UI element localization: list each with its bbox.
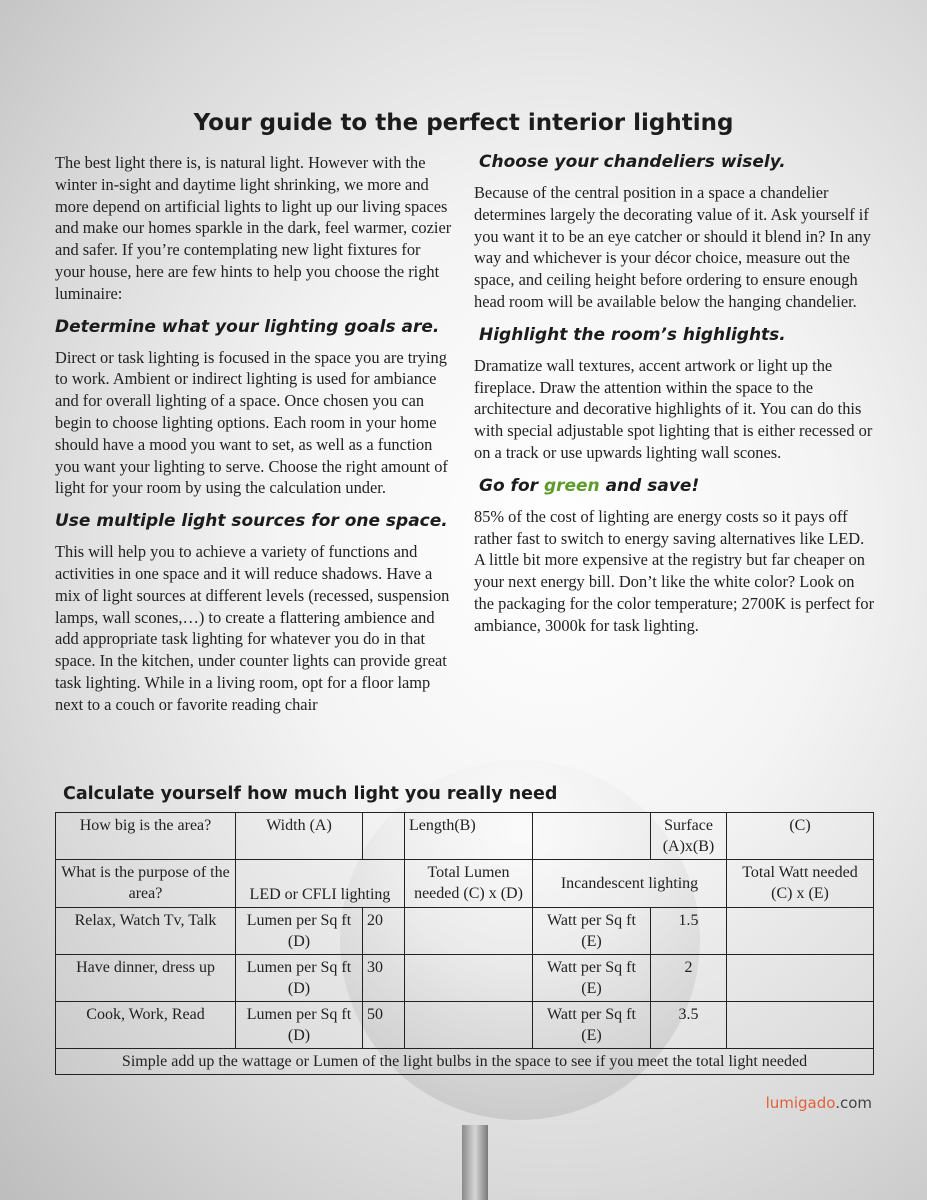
green-heading: [474, 476, 876, 496]
surface-cell: Surface (A)x(B): [651, 813, 727, 860]
watt-value-cell: 2: [651, 955, 727, 1002]
brand-logo: [766, 1094, 872, 1112]
led-cell: LED or CFLI lighting: [236, 860, 405, 908]
brand-name: lumigado: [765, 1094, 836, 1112]
c-cell: (C): [727, 813, 874, 860]
intro-paragraph: The best light there is, is natural light. However with the winter in-sight and daytime light shrinking, we more and more depend on artificial lights to light up our living spaces and make our homes sparkle in the dark, feel warmer, cozier and safer. If you’re contemplating new light fixtures for your house, here are few hints to help you choose the right luminaire:: [55, 153, 452, 303]
watt-total-cell: [727, 908, 874, 955]
watt-value-cell: 3.5: [651, 1002, 727, 1049]
green-paragraph: 85% of the cost of lighting are energy costs so it pays off rather fast to switch to energy saving alternatives like LED. A little bit more expensive at the registry but far cheaper on your next energy bill. Don’t like the white color? Look on the packaging for the color temperature; 2700K is perfect for ambiance, 3000k for task lighting.: [474, 506, 875, 635]
purpose-cell: What is the purpose of the area?: [56, 860, 236, 908]
incandescent-cell: Incandescent lighting: [533, 860, 727, 908]
lighting-calculation-table: [55, 812, 874, 1075]
table-footer-row: [56, 1049, 874, 1075]
table-row-purpose: [56, 860, 874, 908]
multiple-heading: Use multiple light sources for one space.: [55, 511, 448, 532]
watt-total-cell: [727, 1002, 874, 1049]
table-row: [56, 1002, 874, 1049]
lumen-label-cell: Lumen per Sq ft (D): [236, 955, 363, 1002]
total-watt-cell: Total Watt needed (C) x (E): [727, 860, 874, 908]
left-column: [55, 152, 453, 728]
table-footer-note: Simple add up the wattage or Lumen of the light bulbs in the space to see if you meet the total light needed: [56, 1049, 874, 1075]
watt-total-cell: [727, 955, 874, 1002]
watt-label-cell: Watt per Sq ft (E): [533, 955, 651, 1002]
lumen-value-cell: 50: [363, 1002, 405, 1049]
brand-tld: .com: [835, 1094, 872, 1112]
table-row-area: [56, 813, 874, 860]
highlights-heading: Highlight the room’s highlights.: [479, 324, 786, 345]
length-cell: Length(B): [405, 813, 533, 860]
lumen-total-cell: [405, 955, 533, 1002]
right-column: [474, 152, 876, 649]
watt-label-cell: Watt per Sq ft (E): [533, 908, 651, 955]
table-row: [56, 955, 874, 1002]
purpose-dinner-cell: Have dinner, dress up: [56, 955, 236, 1002]
chandeliers-heading: Choose your chandeliers wisely.: [479, 152, 786, 172]
lumen-label-cell: Lumen per Sq ft (D): [236, 1002, 363, 1049]
width-cell: Width (A): [236, 813, 363, 860]
green-heading-post: and save!: [599, 475, 700, 496]
lumen-total-cell: [405, 1002, 533, 1049]
watt-value-cell: 1.5: [651, 908, 727, 955]
goals-heading: Determine what your lighting goals are.: [55, 316, 440, 337]
lamp-stem-image: [462, 1125, 488, 1200]
highlights-paragraph: Dramatize wall textures, accent artwork or light up the fireplace. Draw the attention within the space to the architecture and decorative highlights of it. You can do this with special adjustable spot lighting that is either recessed or on a track or use upwards lighting wall scones.: [474, 355, 873, 462]
area-cell: How big is the area?: [56, 813, 236, 860]
watt-label-cell: Watt per Sq ft (E): [533, 1002, 651, 1049]
lumen-value-cell: 20: [363, 908, 405, 955]
goals-paragraph: Direct or task lighting is focused in the space you are trying to work. Ambient or indirect lighting is used for ambiance and for overall lighting of a space. Once chosen you can begin to choose lighting options. Each room in your home should have a mood you want to set, as well as a function you want your lighting to serve. Choose the right amount of light for your room by using the calculation under.: [55, 347, 448, 498]
total-lumen-cell: Total Lumen needed (C) x (D): [405, 860, 533, 908]
length-value-cell: [533, 813, 651, 860]
multiple-paragraph: This will help you to achieve a variety of functions and activities in one space and it will reduce shadows. Have a mix of light sources at different levels (recessed, suspension lamps, wall scones,…) to create a flattering ambience and add appropriate task lighting for whatever you do in that space. In the kitchen, under counter lights can provide great task lighting. While in a living room, opt for a floor lamp next to a couch or favorite reading chair: [55, 542, 450, 714]
table-title: Calculate yourself how much light you really need: [63, 784, 558, 804]
chandeliers-paragraph: Because of the central position in a space a chandelier determines largely the decorating value of it. Ask yourself if you want it to be an eye catcher or should it blend in? In any way and whichever is your décor choice, measure out the space, and ceiling height before ordering to ensure enough head room will be available below the hanging chandelier.: [474, 183, 871, 311]
purpose-relax-cell: Relax, Watch Tv, Talk: [56, 908, 236, 955]
page-title: Your guide to the perfect interior lighting: [193, 110, 734, 136]
width-value-cell: [363, 813, 405, 860]
lumen-total-cell: [405, 908, 533, 955]
lumen-value-cell: 30: [363, 955, 405, 1002]
green-heading-word: green: [543, 475, 600, 496]
purpose-cook-cell: Cook, Work, Read: [56, 1002, 236, 1049]
green-heading-pre: Go for: [479, 475, 544, 496]
lumen-label-cell: Lumen per Sq ft (D): [236, 908, 363, 955]
table-row: [56, 908, 874, 955]
